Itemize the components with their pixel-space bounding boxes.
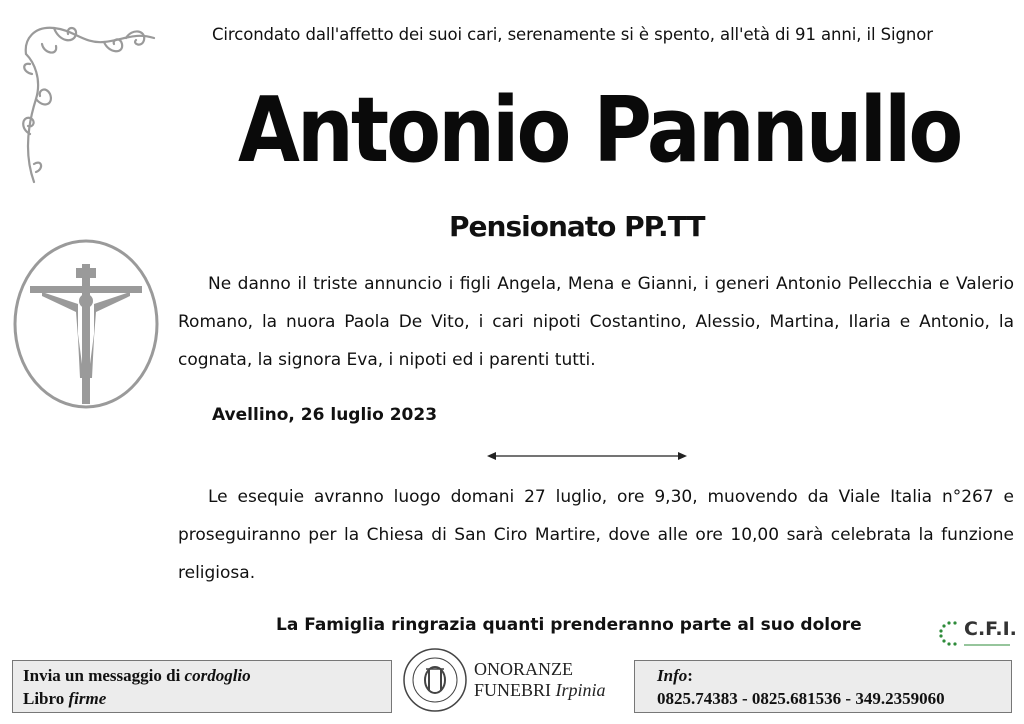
- onoranze-seal-icon: [402, 647, 468, 713]
- intro-text: Circondato dall'affetto dei suoi cari, serenamente si è spento, all'età di 91 anni, il Signor: [212, 25, 933, 44]
- info-box: [634, 660, 1012, 713]
- place-date: Avellino, 26 luglio 2023: [212, 405, 438, 425]
- company-line1: ONORANZE: [474, 659, 573, 679]
- info-phones[interactable]: 0825.74383 - 0825.681536 - 349.2359060: [657, 689, 945, 708]
- company-line2: [474, 680, 606, 701]
- company-name: [474, 659, 606, 701]
- company-line2-emphasis: Irpinia: [555, 680, 606, 700]
- funeral-paragraph: Le esequie avranno luogo domani 27 luglio, ore 9,30, muovendo da Viale Italia n°267 e proseguiranno per la Chiesa di San Ciro Martire, dove alle ore 10,00 sarà celebrata la funzione religiosa.: [178, 487, 1014, 583]
- info-label: Info: [657, 666, 688, 685]
- funeral-home-brand: [400, 645, 632, 721]
- double-arrow-divider: [487, 450, 687, 462]
- company-line2-prefix: FUNEBRI: [474, 680, 556, 700]
- guestbook-prefix: Libro: [23, 689, 69, 708]
- deceased-occupation: Pensionato PP.TT: [449, 210, 705, 243]
- cfi-logo-text: C.F.I.: [964, 618, 1017, 640]
- condolence-box[interactable]: [12, 660, 392, 713]
- info-colon: :: [687, 666, 693, 685]
- guestbook-emphasis: firme: [68, 689, 107, 708]
- announcement-paragraph: Ne danno il triste annuncio i figli Angela, Mena e Gianni, i generi Antonio Pellecchia e Valerio Romano, la nuora Paola De Vito, i cari nipoti Costantino, Alessio, Martina, Ilaria e Antonio, la cognata, la signora Eva, i nipoti ed i parenti tutti.: [178, 274, 1014, 370]
- crucifix-icon: [12, 238, 160, 410]
- condolence-link[interactable]: [23, 664, 381, 687]
- corner-flourish-icon: [14, 14, 164, 189]
- guestbook-link[interactable]: [23, 687, 381, 710]
- family-thanks: La Famiglia ringrazia quanti prenderanno parte al suo dolore: [276, 615, 862, 635]
- condolence-emphasis: cordoglio: [184, 666, 251, 685]
- deceased-name: Antonio Pannullo: [238, 78, 961, 183]
- condolence-prefix: Invia un messaggio di: [23, 666, 185, 685]
